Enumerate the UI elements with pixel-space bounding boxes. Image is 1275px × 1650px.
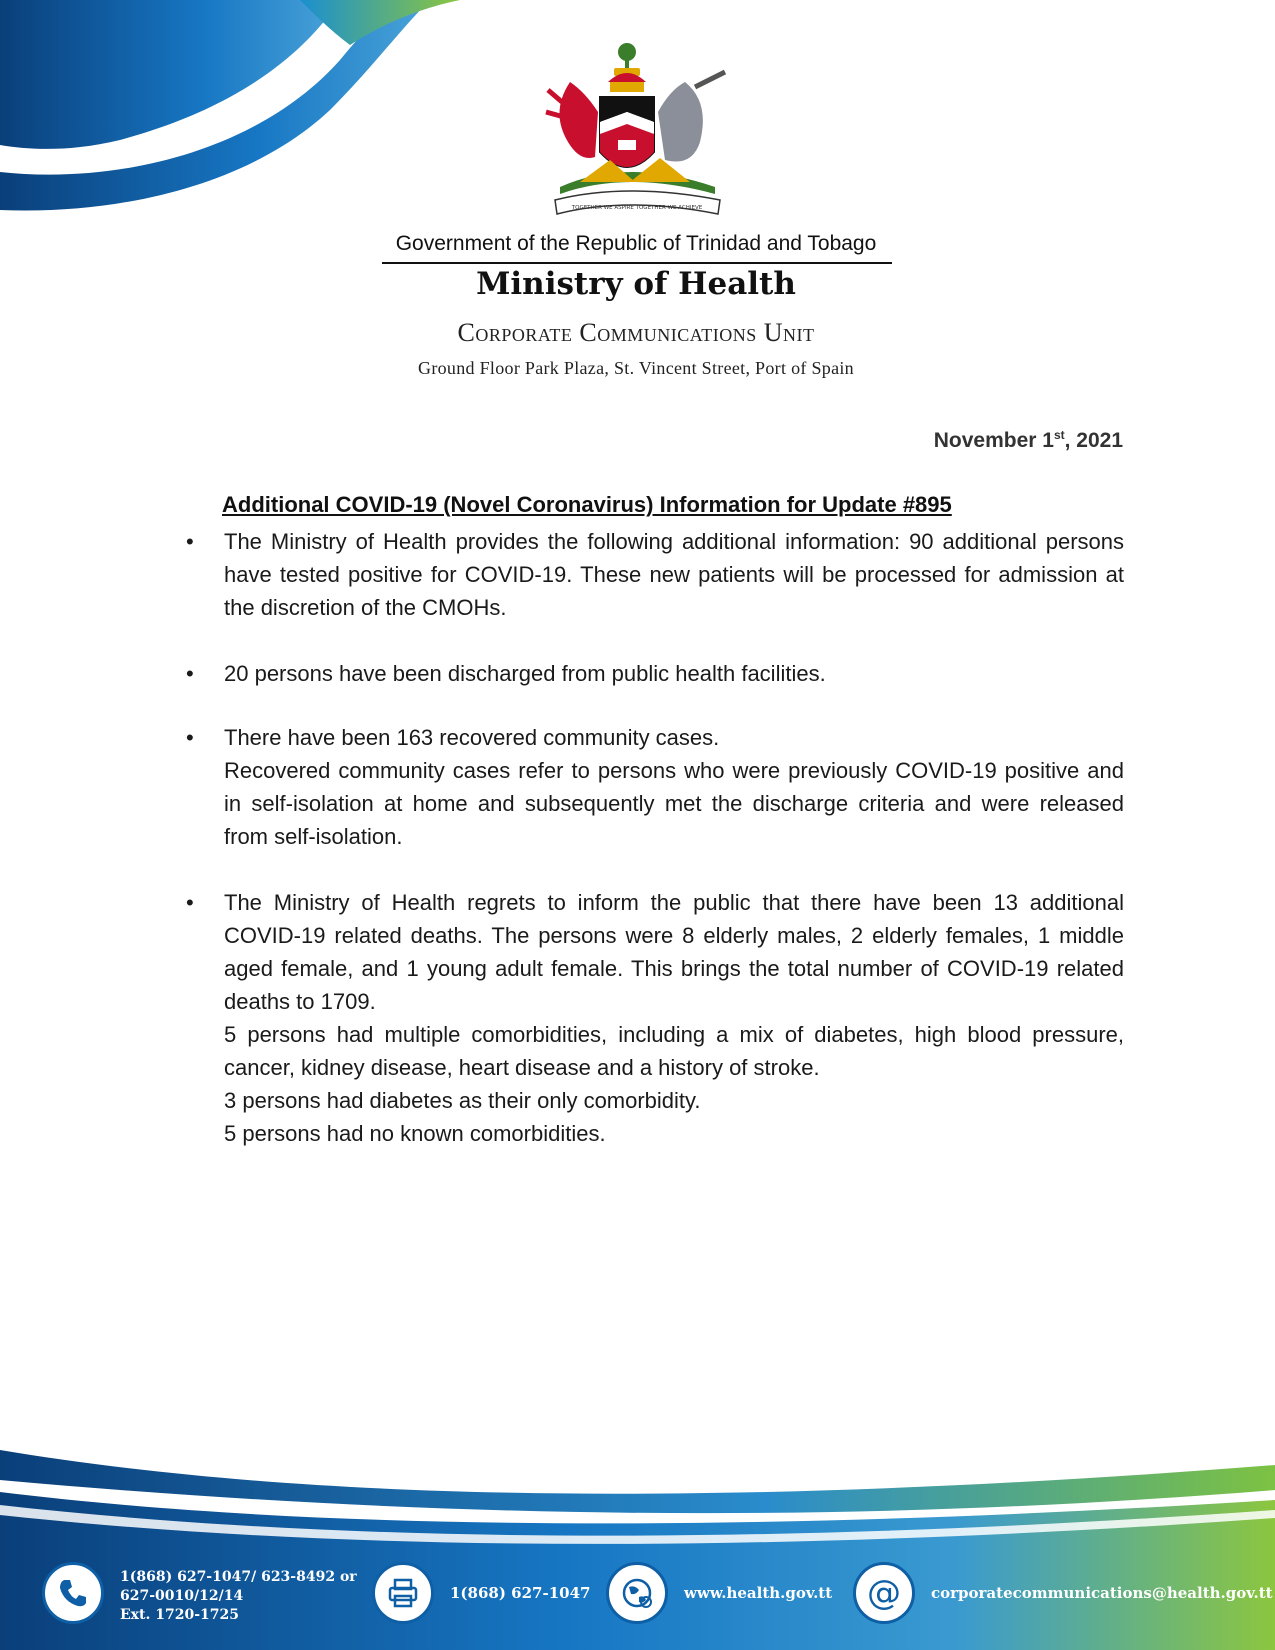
ministry-address: Ground Floor Park Plaza, St. Vincent Street, Port of Spain xyxy=(418,358,854,378)
phone-line: Ext. 1720-1725 xyxy=(120,1607,239,1623)
coat-of-arms-logo xyxy=(540,42,735,227)
top-wave-decoration xyxy=(0,0,480,230)
bullet-text: • There have been 163 recovered community cases. xyxy=(224,725,720,750)
fax-icon xyxy=(372,1562,434,1624)
release-date xyxy=(934,428,1123,453)
bullet-text: • The Ministry of Health regrets to inform the public that there have been 13 additional COVID-19 related deaths. The persons were 8 elderly males, 2 elderly females, 1 middle aged female, and 1 young adult female. This brings the total number of COVID-19 related deaths to 1709. xyxy=(224,890,1124,1014)
phone-line: 1(868) 627-1047/ 623-8492 or xyxy=(120,1569,357,1585)
unit-name: Corporate Communications Unit xyxy=(457,318,815,347)
header-divider xyxy=(382,262,892,264)
bullet-recovered xyxy=(186,721,1124,853)
bullet-text: Recovered community cases refer to persons who were previously COVID-19 positive and in self-isolation at home and subsequently met the discharge criteria and were released from self-isolation. xyxy=(224,758,1124,849)
bullet-text: 5 persons had multiple comorbidities, including a mix of diabetes, high blood pressure, cancer, kidney disease, heart disease and a history of stroke. xyxy=(224,1022,1124,1080)
phone-line: 627-0010/12/14 xyxy=(120,1588,244,1604)
website-link[interactable]: www.health.gov.tt xyxy=(684,1584,833,1602)
email-link[interactable]: corporatecommunications@health.gov.tt xyxy=(931,1584,1273,1602)
date-year: , 2021 xyxy=(1064,429,1123,452)
government-name: Government of the Republic of Trinidad and Tobago xyxy=(395,232,877,255)
bullet-deaths xyxy=(186,886,1124,1150)
ministry-title: Ministry of Health xyxy=(476,266,796,302)
bullet-list xyxy=(186,525,1124,1150)
phone-icon xyxy=(42,1562,104,1624)
date-suffix: st xyxy=(1053,428,1065,442)
fax-number: 1(868) 627-1047 xyxy=(450,1584,591,1602)
date-prefix: November 1 xyxy=(933,429,1054,452)
bullet-text: 3 persons had diabetes as their only comorbidity. xyxy=(224,1088,701,1113)
globe-icon xyxy=(606,1562,668,1624)
bullet-new-cases xyxy=(186,525,1124,624)
bullet-discharged xyxy=(186,657,1124,690)
bullet-text: 5 persons had no known comorbidities. xyxy=(224,1121,606,1146)
bullet-text: • The Ministry of Health provides the following additional information: 90 additional persons have tested positive for COVID-19. These new patients will be processed for admission at the discretion of the CMOHs. xyxy=(224,529,1124,620)
update-heading: Additional COVID-19 (Novel Coronavirus) Information for Update #895 xyxy=(222,492,952,517)
crest-motto: TOGETHER WE ASPIRE TOGETHER WE ACHIEVE xyxy=(571,205,703,211)
at-icon: @ xyxy=(853,1562,915,1624)
bullet-text: • 20 persons have been discharged from public health facilities. xyxy=(224,661,826,686)
